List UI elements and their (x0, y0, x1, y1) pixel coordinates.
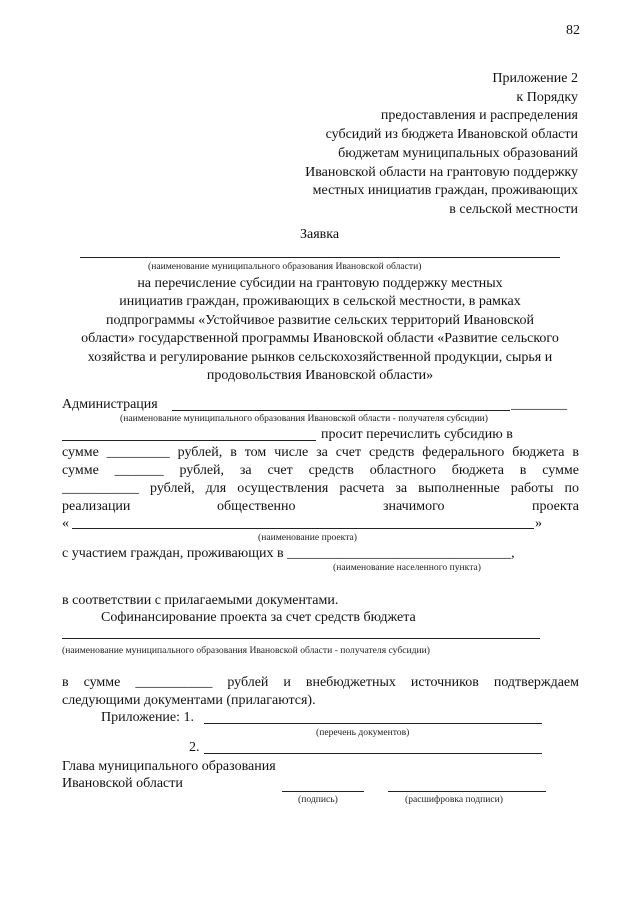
project-fill-line (72, 528, 534, 529)
appendix-line: местных инициатив граждан, проживающих (312, 183, 578, 199)
purpose-line: подпрограммы «Устойчивое развитие сельских территорий Ивановской (105, 312, 535, 328)
purpose-line: области» государственной программы Ивановской области «Развитие сельского (81, 331, 559, 347)
document-title: Заявка (300, 227, 340, 242)
admin-line-end: ________ (511, 397, 567, 412)
signature-decode-line (388, 791, 546, 792)
purpose-line: хозяйства и регулирование рынков сельскохозяйственной продукции, сырья и (87, 349, 553, 365)
body-word: реализации (62, 499, 131, 514)
appendix-line: бюджетам муниципальных образований (338, 145, 578, 161)
head-region: Ивановской области (62, 776, 183, 791)
recipient-fill-line (62, 440, 316, 441)
appendix-line: в сельской местности (449, 201, 578, 217)
participation-line: с участием граждан, проживающих в ________________________________, (62, 546, 515, 561)
accordance-line: в соответствии с прилагаемыми документами. (62, 593, 339, 608)
appendix-line: Приложение 2 (492, 71, 578, 86)
attachment-2-line (204, 753, 542, 754)
cofinancing-fill-line (62, 638, 540, 639)
appendix-line: предоставления и распределения (380, 108, 578, 124)
purpose-line: на перечисление субсидии на грантовую поддержку местных (137, 276, 503, 291)
cofinancing-line: Софинансирование проекта за счет средств бюджета (101, 610, 416, 625)
appendix-header (305, 70, 578, 220)
body-word: значимого (383, 499, 445, 514)
purpose-block (40, 275, 600, 385)
page-number: 82 (566, 23, 580, 38)
attachment-1-line (204, 723, 542, 724)
appendix-line: Ивановской области на грантовую поддержку (305, 164, 578, 180)
caption-recipient-2: (наименование муниципального образования Ивановской области - получателя субсидии) (62, 645, 430, 656)
appendix-line: субсидий из бюджета Ивановской области (325, 127, 578, 143)
caption-settlement: (наименование населенного пункта) (333, 562, 481, 573)
quote-close: » (535, 516, 542, 531)
body-word: общественно (217, 499, 296, 514)
quote-open: « (62, 516, 69, 531)
admin-fill-line (172, 410, 510, 411)
caption-documents: (перечень документов) (316, 727, 410, 738)
purpose-line: продовольствия Ивановской области» (206, 368, 434, 384)
caption-signature: (подпись) (298, 794, 338, 805)
amount-line-1: в сумме ___________ рублей и внебюджетных источников подтверждаем (62, 675, 579, 690)
signature-line (282, 791, 364, 792)
caption-project: (наименование проекта) (258, 532, 357, 543)
caption-recipient: (наименование муниципального образования Ивановской области - получателя субсидии) (120, 413, 488, 424)
body-word: проекта (532, 499, 579, 514)
attachment-2-label: 2. (189, 740, 200, 755)
attachment-label: Приложение: 1. (101, 710, 195, 725)
appendix-line: к Порядку (516, 89, 578, 105)
body-line-2: сумме _________ рублей, в том числе за счет средств федерального бюджета в (62, 445, 579, 460)
head-title: Глава муниципального образования (62, 759, 276, 774)
admin-label: Администрация (62, 397, 158, 412)
municipality-line (80, 257, 560, 258)
purpose-line: инициатив граждан, проживающих в сельской местности, в рамках (119, 294, 521, 310)
body-line-4: ___________ рублей, для осуществления расчета за выполненные работы по (62, 481, 579, 496)
body-line-1: просит перечислить субсидию в (321, 427, 513, 442)
caption-decode: (расшифровка подписи) (405, 794, 503, 805)
body-line-3: сумме _______ рублей, за счет средств областного бюджета в сумме (62, 463, 579, 478)
amount-line-2: следующими документами (прилагаются). (62, 693, 316, 708)
caption-municipality: (наименование муниципального образования Ивановской области) (148, 261, 422, 272)
